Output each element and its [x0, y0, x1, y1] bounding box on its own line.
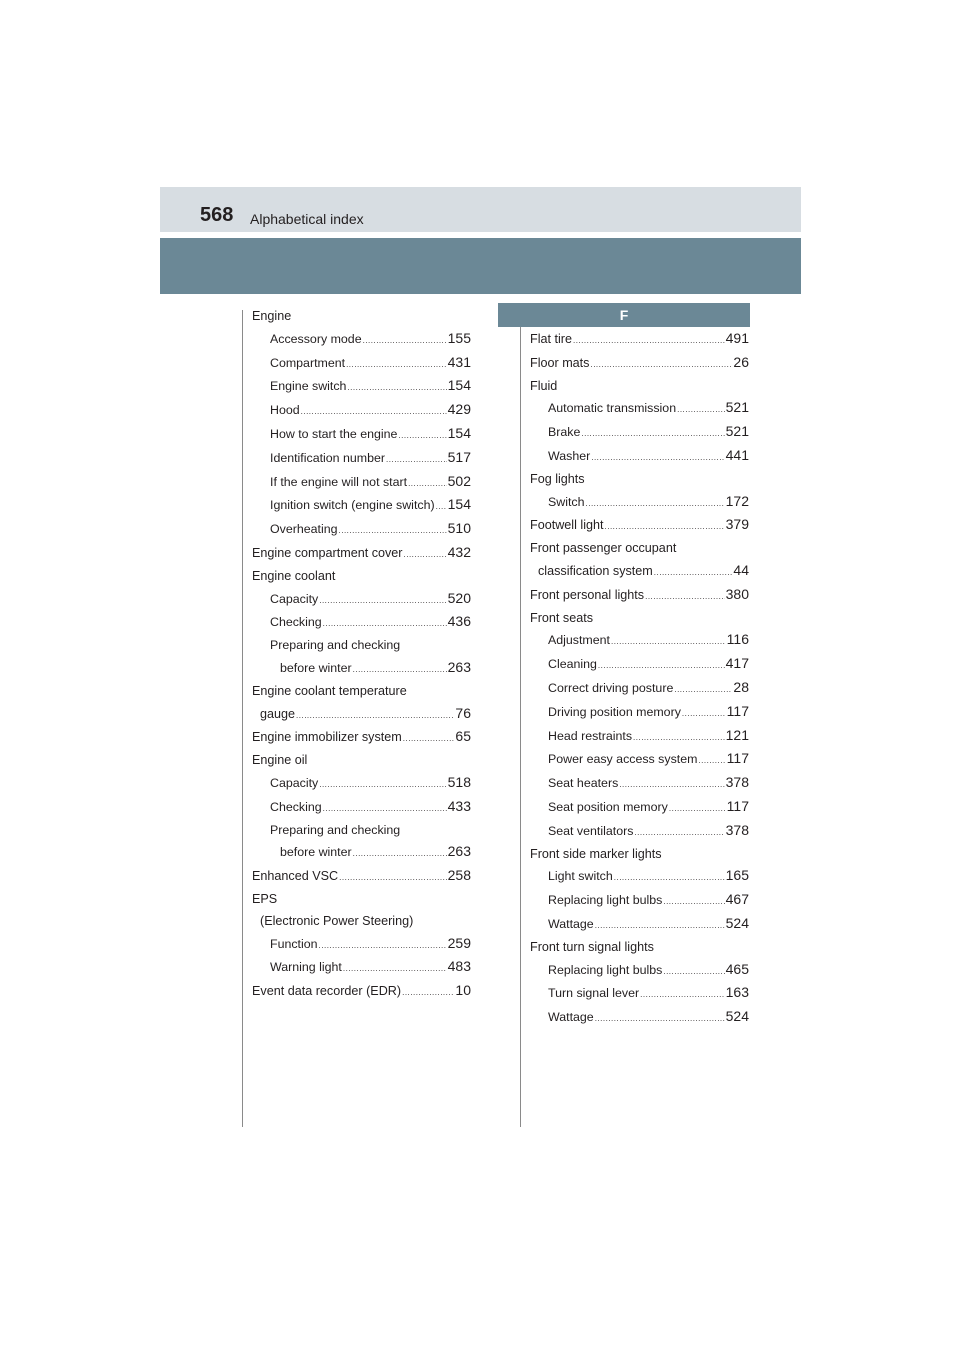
- index-entry: [530, 469, 749, 491]
- index-entry-label: Light switch: [548, 869, 613, 884]
- index-entry-page: 465: [725, 960, 749, 977]
- index-entry: [530, 748, 749, 772]
- index-entry-label: Enhanced VSC: [252, 869, 339, 884]
- index-entry-page: 154: [447, 496, 471, 513]
- index-entry-label: before winter: [280, 660, 352, 675]
- index-entry-label: Ignition switch (engine switch): [270, 498, 435, 513]
- index-entry: [252, 911, 471, 933]
- leader-dots: [403, 728, 455, 750]
- index-entry: [530, 844, 749, 866]
- index-entry: [530, 538, 749, 560]
- leader-dots: [677, 399, 725, 421]
- index-entry-label: Front side marker lights: [530, 846, 662, 861]
- index-entry-label: Engine coolant: [252, 568, 336, 583]
- index-entry-page: 155: [447, 329, 471, 346]
- index-entry-label: Checking: [270, 799, 322, 814]
- leader-dots: [581, 423, 724, 445]
- leader-dots: [605, 516, 725, 538]
- index-entry-label: Cleaning: [548, 657, 597, 672]
- index-entry-label: Power easy access system: [548, 752, 698, 767]
- index-column-right: [530, 328, 749, 1030]
- index-entry: [530, 491, 749, 515]
- index-entry-page: 116: [726, 631, 749, 648]
- index-entry-page: 510: [447, 520, 471, 537]
- index-entry-page: 483: [447, 958, 471, 975]
- index-entry: [530, 796, 749, 820]
- index-entry-page: 378: [725, 821, 749, 838]
- index-entry-label: Front passenger occupant: [530, 541, 677, 556]
- index-entry: [252, 447, 471, 471]
- index-entry: [252, 889, 471, 911]
- index-entry-label: Washer: [548, 448, 591, 463]
- index-entry-label: Preparing and checking: [270, 638, 401, 653]
- index-entry-label: Engine immobilizer system: [252, 730, 402, 745]
- index-entry-label: Wattage: [548, 1010, 594, 1025]
- index-entry: [530, 937, 749, 959]
- index-entry-label: Head restraints: [548, 728, 633, 743]
- index-entry-label: Correct driving posture: [548, 680, 674, 695]
- index-entry-page: 121: [725, 726, 749, 743]
- index-entry: [252, 588, 471, 612]
- index-entry: [252, 611, 471, 635]
- index-entry: [252, 375, 471, 399]
- leader-dots: [319, 590, 446, 612]
- index-entry: [252, 726, 471, 750]
- index-entry-label: before winter: [280, 845, 352, 860]
- index-entry: [530, 677, 749, 701]
- index-entry-label: How to start the engine: [270, 426, 398, 441]
- index-entry: [252, 635, 471, 657]
- index-entry-page: 117: [726, 797, 749, 814]
- index-entry: [252, 681, 471, 703]
- leader-dots: [640, 984, 725, 1006]
- leader-dots: [386, 449, 447, 471]
- leader-dots: [323, 798, 447, 820]
- index-entry-label: Checking: [270, 615, 322, 630]
- leader-dots: [598, 655, 725, 677]
- leader-dots: [654, 562, 733, 584]
- index-entry-page: 263: [447, 658, 471, 675]
- index-entry-label: Wattage: [548, 916, 594, 931]
- index-entry: [530, 913, 749, 937]
- leader-dots: [296, 705, 454, 727]
- index-entry: [252, 399, 471, 423]
- index-entry: [252, 956, 471, 980]
- index-entry: [530, 514, 749, 538]
- index-entry: [252, 772, 471, 796]
- header-band: [160, 238, 801, 294]
- index-entry-page: 517: [447, 448, 471, 465]
- index-entry-page: 259: [447, 934, 471, 951]
- leader-dots: [611, 631, 726, 653]
- index-entry: [252, 865, 471, 889]
- index-entry: [252, 471, 471, 495]
- index-entry-label: Event data recorder (EDR): [252, 984, 402, 999]
- index-entry-page: 520: [447, 589, 471, 606]
- leader-dots: [346, 354, 447, 376]
- index-entry-page: 172: [725, 492, 749, 509]
- index-entry: [530, 376, 749, 398]
- index-entry-label: Adjustment: [548, 633, 610, 648]
- index-entry: [252, 423, 471, 447]
- index-entry: [530, 1006, 749, 1030]
- index-entry: [252, 542, 471, 566]
- index-entry-page: 154: [447, 377, 471, 394]
- index-entry-label: Overheating: [270, 522, 338, 537]
- leader-dots: [645, 586, 725, 608]
- leader-dots: [634, 822, 724, 844]
- leader-dots: [633, 727, 725, 749]
- index-entry-page: 154: [447, 424, 471, 441]
- index-entry-label: Function: [270, 936, 318, 951]
- index-entry-label: Engine: [252, 309, 292, 323]
- index-entry-page: 76: [455, 704, 471, 721]
- leader-dots: [573, 330, 725, 352]
- index-entry-label: Identification number: [270, 450, 386, 465]
- index-entry-page: 10: [455, 982, 471, 999]
- leader-dots: [436, 496, 447, 518]
- index-entry: [530, 982, 749, 1006]
- index-entry-label: Flat tire: [530, 332, 572, 346]
- leader-dots: [669, 798, 726, 820]
- leader-dots: [398, 425, 446, 447]
- leader-dots: [347, 377, 446, 399]
- index-entry-label: Capacity: [270, 775, 319, 790]
- index-entry-label: Replacing light bulbs: [548, 962, 663, 977]
- index-entry-page: 28: [733, 678, 749, 695]
- index-entry-page: 65: [455, 728, 471, 745]
- index-entry-page: 502: [447, 472, 471, 489]
- index-entry-page: 524: [725, 914, 749, 931]
- index-entry: [252, 306, 471, 328]
- index-entry: [252, 796, 471, 820]
- leader-dots: [339, 520, 447, 542]
- index-entry-label: Automatic transmission: [548, 401, 677, 416]
- index-entry: [530, 397, 749, 421]
- index-entry-page: 429: [447, 401, 471, 418]
- index-entry-label: Seat ventilators: [548, 823, 634, 838]
- index-entry-label: Front seats: [530, 610, 593, 625]
- index-entry-label: Engine oil: [252, 753, 308, 768]
- leader-dots: [408, 473, 447, 495]
- index-entry: [530, 772, 749, 796]
- leader-dots: [663, 891, 724, 913]
- leader-dots: [698, 750, 725, 772]
- index-entry-page: 117: [726, 702, 749, 719]
- index-entry-label: classification system: [538, 563, 653, 578]
- index-entry-page: 491: [725, 330, 749, 346]
- index-entry-label: (Electronic Power Steering): [260, 913, 414, 928]
- column-divider-right: [520, 310, 521, 1127]
- index-entry-page: 163: [725, 984, 749, 1001]
- index-entry-page: 44: [733, 561, 749, 578]
- index-entry-label: Engine coolant temperature: [252, 683, 407, 698]
- index-entry-label: Front personal lights: [530, 587, 645, 602]
- index-entry: [530, 820, 749, 844]
- index-entry: [530, 421, 749, 445]
- index-entry-page: 521: [725, 423, 749, 440]
- leader-dots: [595, 1008, 725, 1030]
- index-entry: [252, 328, 471, 352]
- index-entry-label: Switch: [548, 494, 585, 509]
- index-entry-label: Preparing and checking: [270, 822, 401, 837]
- leader-dots: [590, 354, 732, 376]
- leader-dots: [353, 659, 447, 681]
- index-entry-label: Front turn signal lights: [530, 939, 654, 954]
- index-entry-label: Fog lights: [530, 471, 585, 486]
- index-entry-page: 436: [447, 613, 471, 630]
- leader-dots: [353, 843, 447, 865]
- index-entry: [530, 328, 749, 352]
- index-entry: [530, 584, 749, 608]
- index-entry-label: Seat heaters: [548, 776, 619, 791]
- index-entry: [252, 933, 471, 957]
- index-entry-page: 467: [725, 891, 749, 908]
- column-divider-left: [242, 310, 243, 1127]
- index-entry-label: Brake: [548, 425, 581, 440]
- index-entry: [252, 841, 471, 865]
- index-entry-label: Engine switch: [270, 379, 347, 394]
- index-entry: [252, 820, 471, 842]
- index-entry: [530, 352, 749, 376]
- index-entry-label: Warning light: [270, 960, 342, 975]
- leader-dots: [614, 867, 725, 889]
- index-entry-label: Compartment: [270, 355, 346, 370]
- index-entry: [530, 701, 749, 725]
- index-entry-page: 518: [447, 773, 471, 790]
- leader-dots: [682, 703, 726, 725]
- index-entry: [252, 980, 471, 1004]
- section-letter-heading: F: [498, 303, 750, 327]
- leader-dots: [319, 935, 447, 957]
- index-entry-page: 117: [726, 750, 749, 767]
- leader-dots: [663, 961, 724, 983]
- index-entry-label: Accessory mode: [270, 331, 362, 346]
- index-entry-page: 380: [725, 585, 749, 602]
- leader-dots: [343, 958, 447, 980]
- index-entry-page: 378: [725, 774, 749, 791]
- index-entry-page: 417: [725, 655, 749, 672]
- index-entry-label: Floor mats: [530, 355, 590, 370]
- index-entry: [530, 959, 749, 983]
- index-entry-label: If the engine will not start: [270, 474, 408, 489]
- index-entry: [530, 445, 749, 469]
- leader-dots: [319, 774, 446, 796]
- index-entry-page: 258: [447, 867, 471, 884]
- index-entry: [252, 352, 471, 376]
- index-entry: [530, 889, 749, 913]
- index-entry-page: 521: [725, 399, 749, 416]
- index-entry-page: 432: [447, 543, 471, 560]
- index-entry-label: Footwell light: [530, 518, 604, 533]
- section-title: Alphabetical index: [250, 211, 364, 227]
- index-entry: [530, 608, 749, 630]
- index-entry-label: gauge: [260, 706, 296, 721]
- leader-dots: [619, 774, 724, 796]
- index-entry: [252, 518, 471, 542]
- index-entry-page: 165: [725, 867, 749, 884]
- index-entry: [530, 653, 749, 677]
- leader-dots: [323, 613, 447, 635]
- page-number: 568: [200, 204, 234, 226]
- index-entry: [252, 494, 471, 518]
- index-entry: [252, 703, 471, 727]
- index-entry-label: Replacing light bulbs: [548, 893, 663, 908]
- index-entry: [530, 560, 749, 584]
- index-entry-page: 441: [725, 446, 749, 463]
- index-entry: [530, 865, 749, 889]
- leader-dots: [595, 915, 725, 937]
- index-entry-label: Capacity: [270, 591, 319, 606]
- leader-dots: [301, 401, 447, 423]
- index-entry-page: 263: [447, 843, 471, 860]
- leader-dots: [404, 544, 447, 566]
- index-entry-label: Driving position memory: [548, 704, 681, 719]
- index-entry-label: Turn signal lever: [548, 986, 640, 1001]
- index-entry-page: 26: [733, 353, 749, 370]
- index-entry: [252, 750, 471, 772]
- index-entry-label: EPS: [252, 891, 278, 906]
- leader-dots: [363, 330, 447, 352]
- leader-dots: [402, 982, 454, 1004]
- leader-dots: [591, 447, 724, 469]
- index-entry-label: Seat position memory: [548, 799, 668, 814]
- index-entry-page: 379: [725, 516, 749, 533]
- index-entry: [530, 629, 749, 653]
- index-entry-label: Fluid: [530, 378, 558, 393]
- index-entry-page: 524: [725, 1008, 749, 1025]
- leader-dots: [586, 493, 725, 515]
- index-entry: [530, 725, 749, 749]
- index-entry-label: Hood: [270, 403, 300, 418]
- leader-dots: [339, 867, 447, 889]
- index-entry: [252, 566, 471, 588]
- index-entry-page: 433: [447, 797, 471, 814]
- index-entry-page: 431: [447, 353, 471, 370]
- index-column-left: [252, 306, 471, 1004]
- leader-dots: [674, 679, 732, 701]
- index-entry: [252, 657, 471, 681]
- index-entry-label: Engine compartment cover: [252, 545, 403, 560]
